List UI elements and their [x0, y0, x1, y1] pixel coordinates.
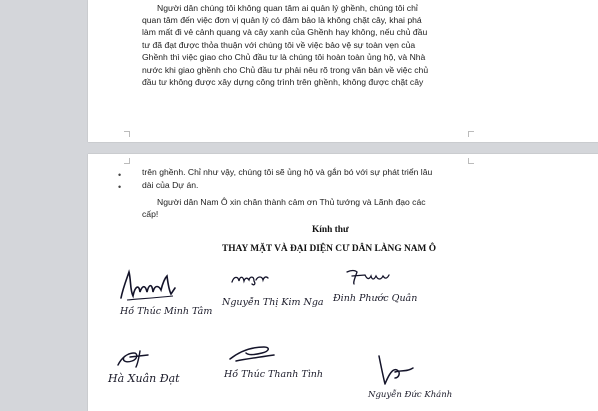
signature-mark-icon [117, 268, 177, 302]
body-text-line: đầu tư không được xây dựng công trình trên ghềnh, không được chặt cây [142, 77, 424, 87]
body-text-line: làm mất đi vẻ cảnh quang và cây xanh của Ghềnh hay không, nếu chủ đầu [142, 27, 428, 37]
signer-name: Đinh Phước Quân [333, 293, 418, 304]
body-text-line: dài của Dự án. [142, 180, 199, 190]
crop-mark [124, 158, 130, 164]
signature-2 [222, 268, 324, 308]
bullet-mark: • [118, 182, 122, 192]
body-text-line: Ghềnh thì việc giao cho Chủ đầu tư là chúng tôi hoàn toàn ủng hộ, và Nhà [142, 52, 426, 62]
crop-mark [468, 131, 474, 137]
signer-name: Hồ Thúc Minh Tâm [120, 306, 213, 317]
signature-6 [368, 352, 453, 400]
signature-4 [108, 347, 180, 385]
signer-name: Hồ Thúc Thanh Tình [224, 369, 324, 380]
signature-3 [333, 266, 418, 304]
representative-heading: THAY MẶT VÀ ĐẠI DIỆN CƯ DÂN LÀNG NAM Ô [222, 244, 436, 254]
signature-mark-icon [345, 266, 393, 286]
signature-mark-icon [230, 268, 270, 286]
body-text-line: tư đã đạt được thỏa thuận với chúng tôi về việc bảo vệ sự toàn vẹn của [142, 40, 416, 50]
signature-5 [226, 343, 323, 380]
signer-name: Nguyễn Thị Kim Nga [222, 297, 324, 308]
crop-mark [124, 131, 130, 137]
signature-mark-icon [112, 347, 154, 369]
body-text-line: nước khi giao ghềnh cho Chủ đầu tư phải nêu rõ trong văn bản về việc chủ [142, 65, 429, 75]
body-text-line: cấp! [142, 209, 159, 219]
signer-name: Hà Xuân Đạt [108, 372, 180, 385]
body-text-line: Người dân Nam Ô xin chân thành cảm ơn Thủ tướng và Lãnh đạo các [157, 197, 426, 207]
signer-name: Nguyễn Đức Khánh [368, 390, 453, 400]
closing-text: Kính thư [312, 225, 349, 235]
page-gap [0, 142, 598, 154]
signature-mark-icon [226, 343, 278, 365]
bullet-mark: • [118, 170, 122, 180]
body-text-line: trên ghềnh. Chỉ như vậy, chúng tôi sẽ ủng hộ và gắn bó với sự phát triển lâu [142, 167, 433, 177]
body-text-line: quan tâm đến việc đơn vị quản lý có đảm bảo là không chặt cây, khai phá [142, 15, 422, 25]
body-text-line: Người dân chúng tôi không quan tâm ai quản lý ghềnh, chúng tôi chỉ [157, 3, 418, 13]
signature-1 [117, 268, 212, 317]
signature-mark-icon [371, 352, 417, 388]
crop-mark [468, 158, 474, 164]
